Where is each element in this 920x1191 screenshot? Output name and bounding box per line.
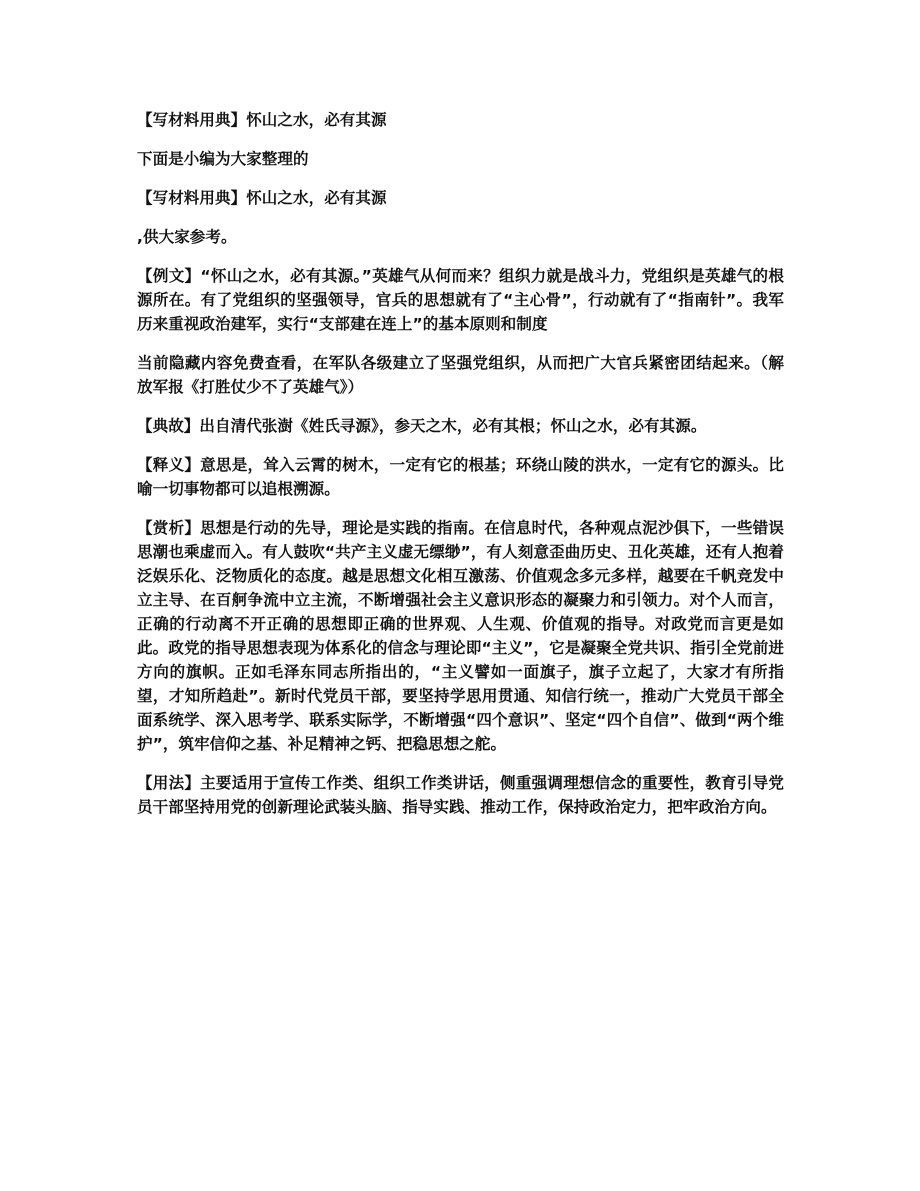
document-title: 【写材料用典】怀山之水，必有其源 [137, 111, 387, 129]
meaning-paragraph: 【释义】意思是，耸入云霄的树木，一定有它的根基；环绕山陵的洪水，一定有它的源头。比喻一切事物都可以追根溯源。 [137, 456, 784, 498]
usage-paragraph: 【用法】主要适用于宣传工作类、组织工作类讲话，侧重强调理想信念的重要性，教育引导党员干部坚持用党的创新理论武装头脑、指导实践、推动工作，保持政治定力，把牢政治方向。 [137, 774, 784, 816]
reference-note: ,供大家参考。 [137, 228, 237, 246]
repeated-title: 【写材料用典】怀山之水，必有其源 [137, 189, 387, 207]
allusion-paragraph: 【典故】出自清代张澍《姓氏寻源》，参天之木，必有其根；怀山之水，必有其源。 [137, 417, 707, 435]
intro-line: 下面是小编为大家整理的 [137, 150, 309, 168]
example-continued-paragraph: 当前隐藏内容免费查看，在军队各级建立了坚强党组织，从而把广大官兵紧密团结起来。（解放军报《打胜仗少不了英雄气》） [137, 354, 784, 396]
analysis-paragraph: 【赏析】思想是行动的先导，理论是实践的指南。在信息时代，各种观点泥沙俱下，一些错误思潮也乘虚而入。有人鼓吹“共产主义虚无缥缈”，有人刻意歪曲历史、丑化英雄，还有人抱着泛娱乐化、泛物质化的态度。越是思想文化相互激荡、价值观念多元多样，越要在千帆竞发中立主导、在百舸争流中立主流，不断增强社会主义意识形态的凝聚力和引领力。对个人而言，正确的行动离不开正确的思想即正确的世界观、人生观、价值观的指导。对政党而言更是如此。政党的指导思想表现为体系化的信念与理论即“主义”，它是凝聚全党共识、指引全党前进方向的旗帜。正如毛泽东同志所指出的，“主义譬如一面旗子，旗子立起了，大家才有所指望，才知所趋赴”。新时代党员干部，要坚持学思用贯通、知信行统一，推动广大党员干部全面系统学、深入思考学、联系实际学，不断增强“四个意识”、坚定“四个自信”、做到“两个维护”，筑牢信仰之基、补足精神之钙、把稳思想之舵。 [137, 519, 784, 753]
example-paragraph: 【例文】“怀山之水，必有其源。”英雄气从何而来？组织力就是战斗力，党组织是英雄气的根源所在。有了党组织的坚强领导，官兵的思想就有了“主心骨”，行动就有了“指南针”。我军历来重视政治建军，实行“支部建在连上”的基本原则和制度 [137, 267, 784, 333]
